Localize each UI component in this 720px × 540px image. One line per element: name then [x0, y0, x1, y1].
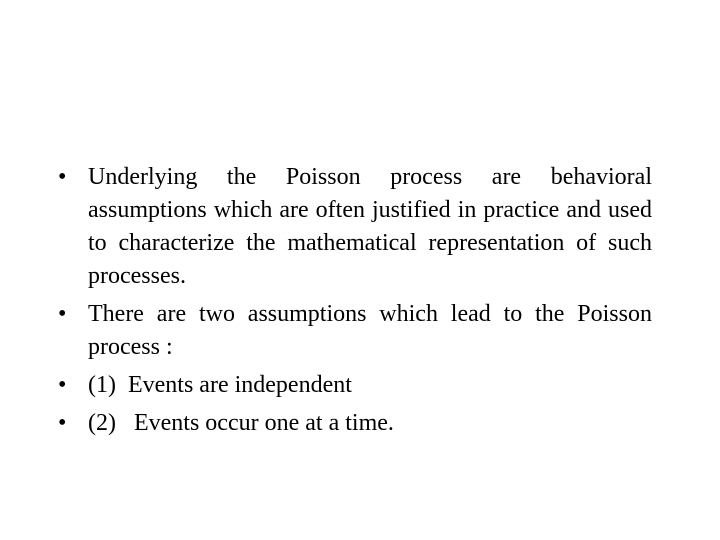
bullet-item-assumption-2: [58, 407, 652, 440]
bullet-item-assumption-1: [58, 369, 652, 402]
bullet-dot-icon: •: [58, 164, 67, 190]
bullet-dot-icon: •: [58, 372, 67, 398]
bullet-item-underlying: [58, 161, 658, 293]
bullet-text: There are two assumptions which lead to the Poisson process :: [88, 301, 658, 360]
bullet-item-two-assumptions: [58, 298, 658, 364]
bullet-list: [58, 161, 658, 445]
bullet-dot-icon: •: [58, 301, 67, 327]
bullet-text: Underlying the Poisson process are behavioral assumptions which are often justified in practice and used to characterize the mathematical representation of such processes.: [88, 164, 658, 289]
bullet-text: (2) Events occur one at a time.: [88, 410, 394, 436]
bullet-dot-icon: •: [58, 410, 67, 436]
bullet-text: (1) Events are independent: [88, 372, 352, 398]
